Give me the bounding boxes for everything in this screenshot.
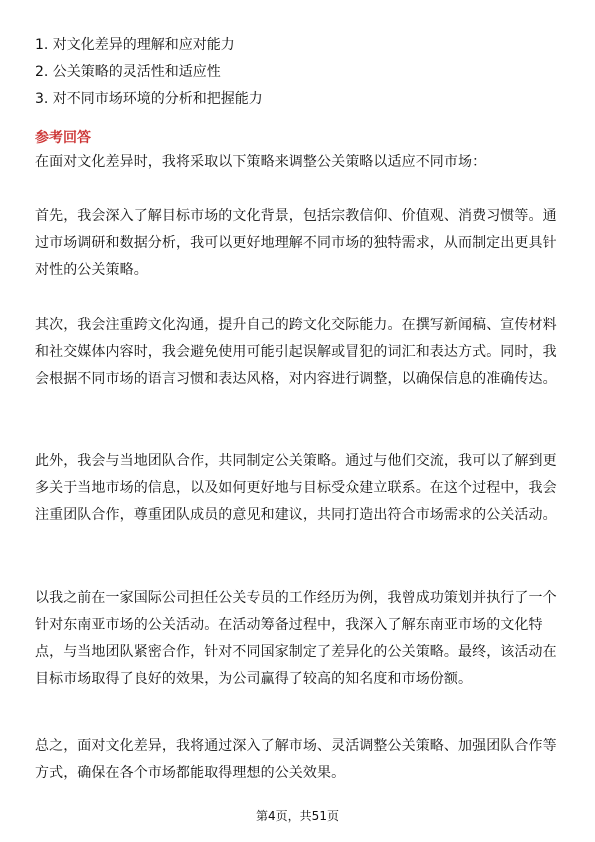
answer-paragraph-second: 其次，我会注重跨文化沟通，提升自己的跨文化交际能力。在撰写新闻稿、宣传材料和社交媒体内容时，我会避免使用可能引起误解或冒犯的词汇和表达方式。同时，我会根据不同市场的语言习惯和表达风格，对内容进行调整，以确保信息的准确传达。 — [35, 317, 557, 387]
evaluation-points-list — [35, 35, 565, 116]
list-item: 3. 对不同市场环境的分析和把握能力 — [35, 91, 263, 107]
list-item: 1. 对文化差异的理解和应对能力 — [35, 37, 235, 53]
answer-heading: 参考回答 — [35, 130, 91, 146]
list-item: 2. 公关策略的灵活性和适应性 — [35, 64, 221, 80]
answer-paragraph-example: 以我之前在一家国际公司担任公关专员的工作经历为例，我曾成功策划并执行了一个针对东南亚市场的公关活动。在活动筹备过程中，我深入了解东南亚市场的文化特点，与当地团队紧密合作，针对不同国家制定了差异化的公关策略。最终，该活动在目标市场取得了良好的效果，为公司赢得了较高的知名度和市场份额。 — [35, 590, 557, 687]
answer-intro-paragraph: 在面对文化差异时，我将采取以下策略来调整公关策略以适应不同市场： — [35, 154, 487, 170]
answer-paragraph-first: 首先，我会深入了解目标市场的文化背景，包括宗教信仰、价值观、消费习惯等。通过市场调研和数据分析，我可以更好地理解不同市场的独特需求，从而制定出更具针对性的公关策略。 — [35, 208, 557, 278]
page-number-footer: 第4页，共51页 — [256, 809, 339, 823]
answer-paragraph-conclusion: 总之，面对文化差异，我将通过深入了解市场、灵活调整公关策略、加强团队合作等方式，确保在各个市场都能取得理想的公关效果。 — [35, 738, 557, 781]
answer-paragraph-third: 此外，我会与当地团队合作，共同制定公关策略。通过与他们交流，我可以了解到更多关于当地市场的信息，以及如何更好地与目标受众建立联系。在这个过程中，我会注重团队合作，尊重团队成员的意见和建议，共同打造出符合市场需求的公关活动。 — [35, 453, 557, 523]
